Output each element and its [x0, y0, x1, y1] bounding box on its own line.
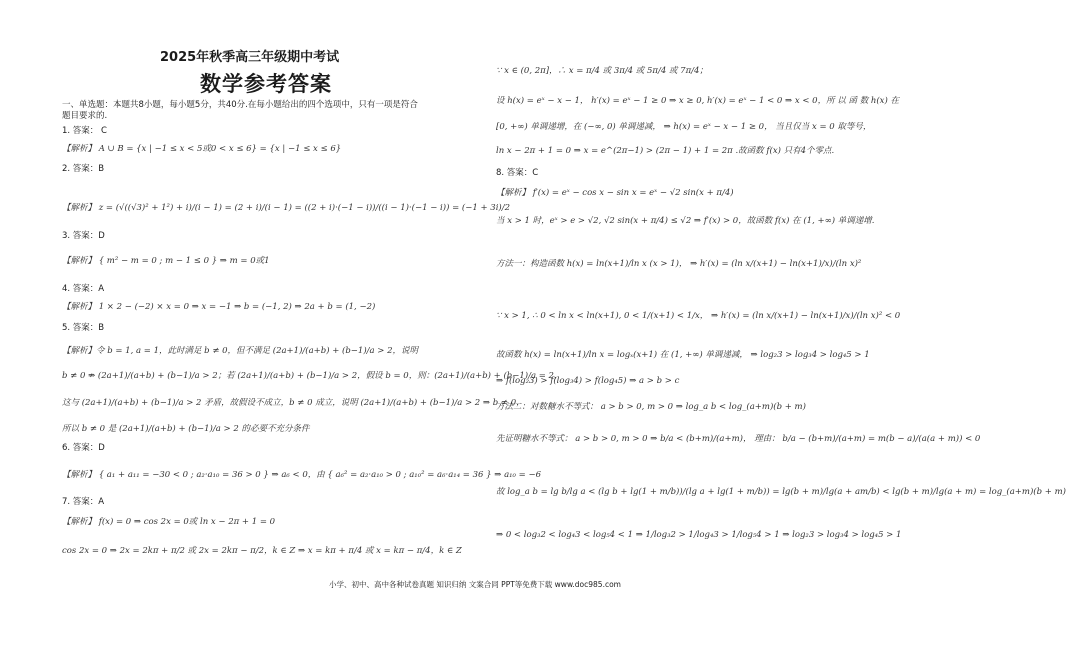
solution-line-q5-2: b ≠ 0 ⇏ (2a+1)/(a+b) + (b−1)/a > 2；若 (2a+1)/(a+b) + (b−1)/a > 2，假设 b = 0，则：(2a+1)/(a+b) + (b−1)/a = 2， [62, 371, 563, 381]
solution-line-q8-2: 当 x > 1 时，eˣ > e > √2, √2 sin(x + π/4) ≤ √2 ⇒ f′(x) > 0，故函数 f(x) 在 (1, +∞) 单调递增. [496, 216, 875, 226]
answer-line-q7: 7. 答案：A [62, 497, 105, 507]
section-intro-line-2: 题目要求的. [62, 111, 108, 121]
answer-line-q6: 6. 答案：D [62, 443, 105, 453]
solution-line-q1: 【解析】 A ∪ B = {x | −1 ≤ x < 5或0 < x ≤ 6} = {x | −1 ≤ x ≤ 6} [62, 144, 342, 154]
answer-line-q2: 2. 答案：B [62, 164, 105, 174]
solution-line-q7-5: [0, +∞) 单调递增，在 (−∞, 0) 单调递减， ⇒ h(x) = eˣ − x − 1 ≥ 0， 当且仅当 x = 0 取等号， [496, 122, 872, 132]
solution-line-q8-5: 故函数 h(x) = ln(x+1)/ln x = logₓ(x+1) 在 (1, +∞) 单调递减， ⇒ log₂3 > log₃4 > log₄5 > 1 [496, 350, 870, 360]
answer-line-q3: 3. 答案：D [62, 231, 105, 241]
solution-line-q8-10: ⇒ 0 < log₃2 < log₄3 < log₅4 < 1 ⇒ 1/log₃2 > 1/log₄3 > 1/log₅4 > 1 ⇒ log₂3 > log₃4 > log₄5 > 1 [496, 530, 902, 540]
answer-line-q5: 5. 答案：B [62, 323, 105, 333]
solution-line-q8-3: 方法一：构造函数 h(x) = ln(x+1)/ln x (x > 1)， ⇒ h′(x) = (ln x/(x+1) − ln(x+1)/x)/(ln x)² [496, 259, 862, 269]
solution-line-q2: 【解析】 z = (√((√3)² + 1²) + i)/(i − 1) = (2 + i)/(i − 1) = ((2 + i)·(−1 − i))/((i − 1)·(−1 − i)) = (−1 + 3i)/2 [62, 203, 510, 213]
answer-line-q1: 1. 答案： C [62, 126, 107, 136]
solution-line-q8-6: ⇒ f(log₂3) > f(log₃4) > f(log₄5) ⇒ a > b > c [496, 376, 680, 386]
footer-advert: 小学、初中、高中各种试卷真题 知识归纳 文案合同 PPT等免费下载 www.doc985.com [329, 580, 621, 589]
answer-line-q8: 8. 答案：C [496, 168, 539, 178]
answer-line-q4: 4. 答案：A [62, 284, 105, 294]
solution-line-q8-7: 方法二：对数糖水不等式： a > b > 0, m > 0 ⇒ log_a b < log_(a+m)(b + m) [496, 402, 806, 412]
solution-line-q8-1: 【解析】 f′(x) = eˣ − cos x − sin x = eˣ − √2 sin(x + π/4) [496, 188, 734, 198]
solution-line-q8-9: 故 log_a b = lg b/lg a < (lg b + lg(1 + m/b))/(lg a + lg(1 + m/b)) = lg(b + m)/lg(a + am/b) < lg(b + m)/lg(a + m) = log_(a+m)(b + m) [496, 487, 1066, 497]
exam-title: 2025年秋季高三年级期中考试 [160, 50, 340, 65]
solution-line-q7-2: cos 2x = 0 ⇒ 2x = 2kπ + π/2 或 2x = 2kπ − π/2，k ∈ Z ⇒ x = kπ + π/4 或 x = kπ − π/4，k ∈ Z [62, 546, 462, 556]
solution-line-q7-3: ∵ x ∈ (0, 2π]，∴ x = π/4 或 3π/4 或 5π/4 或 7π/4； [496, 66, 708, 76]
solution-line-q6: 【解析】 { a₁ + a₁₁ = −30 < 0 ; a₂·a₁₀ = 36 > 0 } ⇒ a₆ < 0，由 { a₆² = a₂·a₁₀ > 0 ; a₁₀² = a₆·a₁₄ = 36 } ⇒ a₁₀ = −6 [62, 470, 542, 480]
solution-line-q8-8: 先证明糖水不等式： a > b > 0, m > 0 ⇒ b/a < (b+m)/(a+m)， 理由： b/a − (b+m)/(a+m) = m(b − a)/(a(a + m)) < 0 [496, 434, 981, 444]
solution-line-q7-6: ln x − 2π + 1 = 0 ⇒ x = e^(2π−1) > (2π − 1) + 1 = 2π .故函数 f(x) 只有4个零点. [496, 146, 835, 156]
section-intro-line-1: 一、单选题：本题共8小题，每小题5分，共40分.在每小题给出的四个选项中，只有一项是符合 [62, 100, 418, 110]
solution-line-q3: 【解析】 { m² − m = 0 ; m − 1 ≤ 0 } ⇒ m = 0或1 [62, 256, 270, 266]
solution-line-q7-1: 【解析】 f(x) = 0 ⇒ cos 2x = 0或 ln x − 2π + 1 = 0 [62, 517, 276, 527]
solution-line-q7-4: 设 h(x) = eˣ − x − 1， h′(x) = eˣ − 1 ≥ 0 ⇒ x ≥ 0, h′(x) = eˣ − 1 < 0 ⇒ x < 0，所 以 函 数 h(x) 在 [496, 96, 899, 106]
solution-line-q5-3: 这与 (2a+1)/(a+b) + (b−1)/a > 2 矛盾，故假设不成立，b ≠ 0 成立，说明 (2a+1)/(a+b) + (b−1)/a > 2 ⇒ b ≠ 0， [62, 398, 525, 408]
solution-line-q4: 【解析】 1 × 2 − (−2) × x = 0 ⇒ x = −1 ⇒ b = (−1, 2) ⇒ 2a + b = (1, −2) [62, 302, 376, 312]
solution-line-q5-1: 【解析】令 b = 1, a = 1，此时满足 b ≠ 0，但不满足 (2a+1)/(a+b) + (b−1)/a > 2，说明 [62, 346, 419, 356]
solution-line-q8-4: ∵ x > 1, ∴ 0 < ln x < ln(x+1), 0 < 1/(x+1) < 1/x， ⇒ h′(x) = (ln x/(x+1) − ln(x+1)/x)/(ln x)² < 0 [496, 311, 901, 321]
answer-key-title: 数学参考答案 [200, 72, 332, 96]
solution-line-q5-4: 所以 b ≠ 0 是 (2a+1)/(a+b) + (b−1)/a > 2 的必要不充分条件 [62, 424, 310, 434]
